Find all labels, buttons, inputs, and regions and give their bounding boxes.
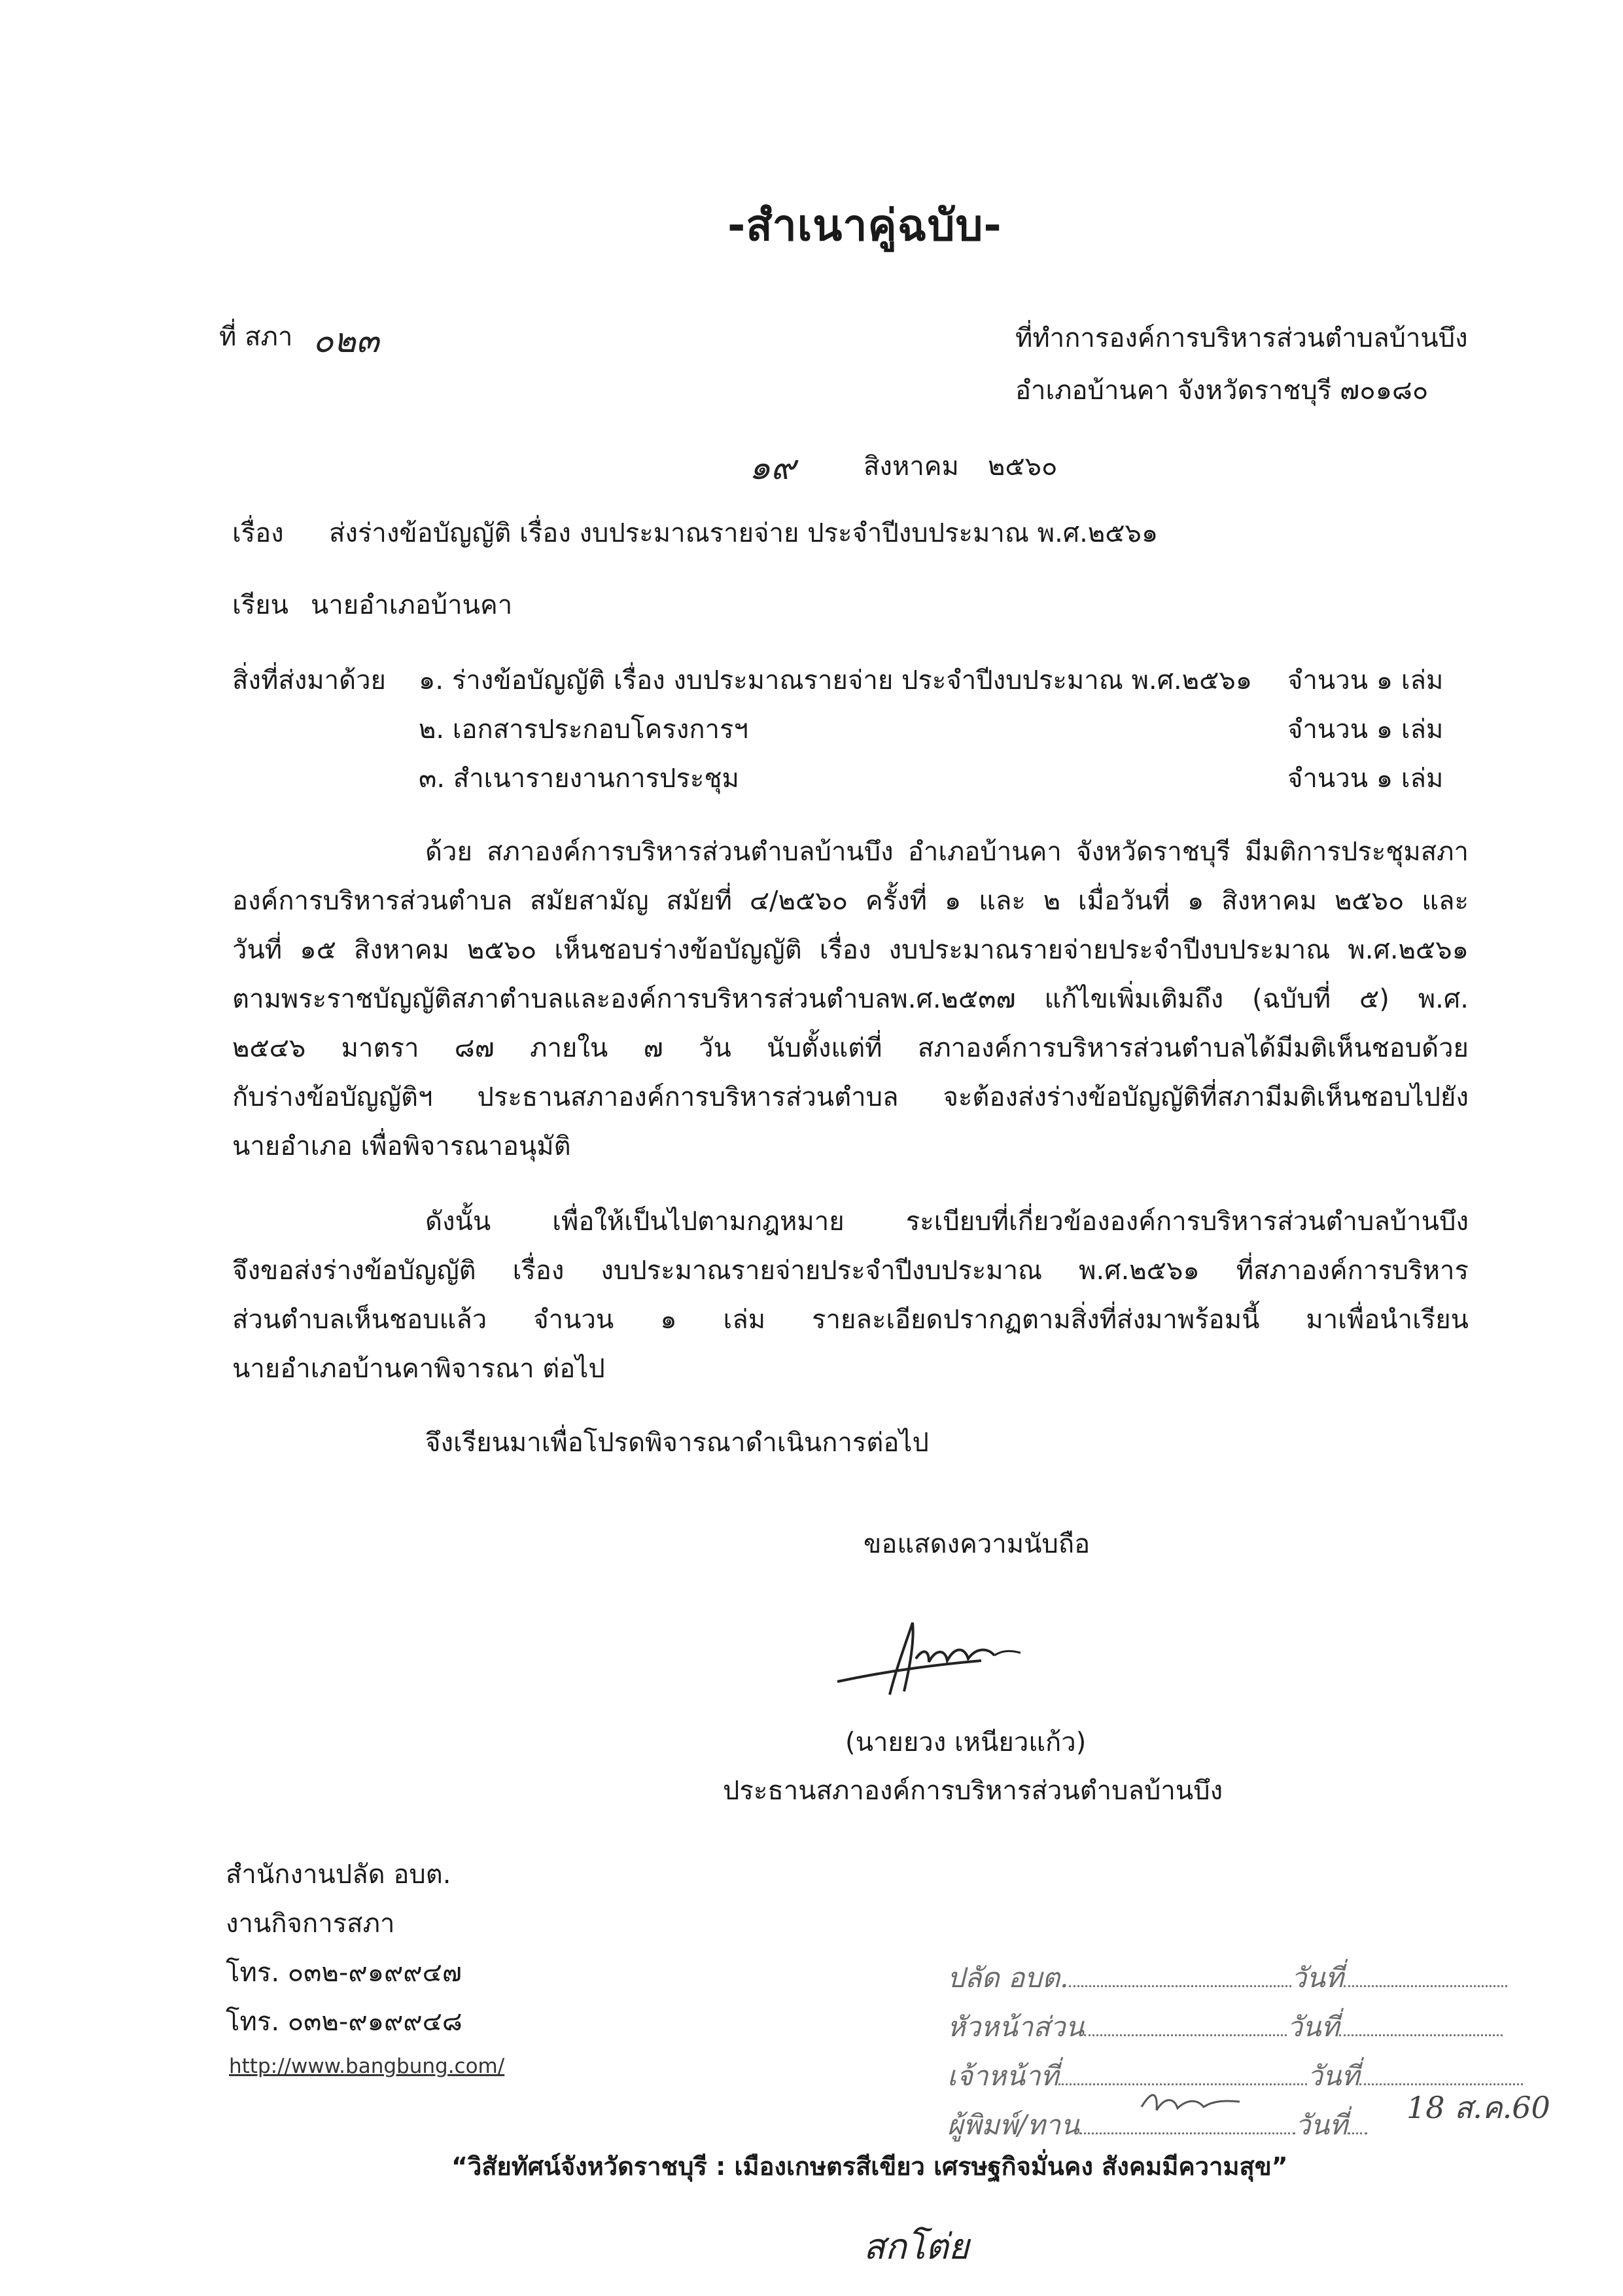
vision-statement: “วิสัยทัศน์จังหวัดราชบุรี : เมืองเกษตรสีเขียว เศรษฐกิจมั่นคง สังคมมีความสุข” [451, 2152, 1288, 2181]
routing-date-label: วันที่ [1287, 2011, 1340, 2043]
routing-role: ผู้พิมพ์/ทาน [947, 2109, 1079, 2141]
office-phone-2: โทร. ๐๓๒-๙๑๙๙๔๘ [226, 2007, 462, 2037]
enclosure-qty-1: จำนวน ๑ เล่ม [1287, 665, 1444, 696]
enclosure-qty-2: จำนวน ๑ เล่ม [1287, 715, 1444, 745]
office-phone-1: โทร. ๐๓๒-๙๑๙๙๔๗ [226, 1958, 462, 1988]
reference-number: ๐๒๓ [313, 321, 379, 361]
signatory-position: ประธานสภาองค์การบริหารส่วนตำบลบ้านบึง [723, 1776, 1223, 1806]
signature-image [831, 1610, 1040, 1708]
address-line-1: ที่ทำการองค์การบริหารส่วนตำบลบ้านบึง [1015, 323, 1468, 353]
recipient-text: นายอำเภอบ้านคา [311, 590, 513, 620]
routing-role: หัวหน้าส่วน [947, 2011, 1085, 2043]
date-day: ๑๙ [749, 448, 796, 487]
body-paragraph-2 [232, 1197, 1469, 1394]
recipient-label: เรียน [232, 590, 288, 620]
routing-stamp-row [947, 1956, 1507, 2000]
paragraph-line: ดังนั้น เพื่อให้เป็นไปตามกฎหมาย ระเบียบที่เกี่ยวข้ององค์การบริหารส่วนตำบลบ้านบึง [425, 1207, 1469, 1237]
footer-handwritten-note: สกโต่ย [864, 2226, 969, 2267]
paragraph-line: ส่วนตำบลเห็นชอบแล้ว จำนวน ๑ เล่ม รายละเอียดปรากฏตามสิ่งที่ส่งมาพร้อมนี้ มาเพื่อนำเรียน [232, 1305, 1469, 1335]
date-month: สิงหาคม [864, 451, 959, 482]
office-website-link[interactable]: http://www.bangbung.com/ [229, 2055, 505, 2078]
routing-date-label: วันที่ [1295, 2109, 1348, 2141]
regards: ขอแสดงความนับถือ [864, 1529, 1091, 1559]
paragraph-line: วันที่ ๑๕ สิงหาคม ๒๕๖๐ เห็นชอบร่างข้อบัญญัติ เรื่อง งบประมาณรายจ่ายประจำปีงบประมาณ พ.ศ.๒๕๖๑ [232, 935, 1469, 965]
office-department: สำนักงานปลัด อบต. [226, 1860, 451, 1890]
routing-stamp-row [947, 2005, 1503, 2049]
address-line-2: อำเภอบ้านคา จังหวัดราชบุรี ๗๐๑๘๐ [1015, 376, 1429, 406]
date-year: ๒๕๖๐ [988, 451, 1058, 482]
paragraph-line: จึงขอส่งร่างข้อบัญญัติ เรื่อง งบประมาณรายจ่ายประจำปีงบประมาณ พ.ศ.๒๕๖๑ ที่สภาองค์การบริหาร [232, 1256, 1469, 1286]
routing-handwritten-date: 18 ส.ค.60 [1406, 2090, 1550, 2125]
enclosure-item-1: ๑. ร่างข้อบัญญัติ เรื่อง งบประมาณรายจ่าย ประจำปีงบประมาณ พ.ศ.๒๕๖๑ [419, 665, 1253, 696]
paragraph-line: นายอำเภอบ้านคาพิจารณา ต่อไป [232, 1354, 605, 1384]
enclosure-item-2: ๒. เอกสารประกอบโครงการฯ [419, 715, 748, 745]
paragraph-line: องค์การบริหารส่วนตำบล สมัยสามัญ สมัยที่ ๔/๒๕๖๐ ครั้งที่ ๑ และ ๒ เมื่อวันที่ ๑ สิงหาคม ๒๕๖๐ และ [232, 886, 1469, 916]
routing-initials-icon [1138, 2087, 1243, 2120]
routing-date-label: วันที่ [1307, 2060, 1360, 2092]
reference-label: ที่ สภา [219, 322, 293, 352]
routing-role: ปลัด อบต. [947, 1962, 1069, 1994]
routing-date-label: วันที่ [1291, 1962, 1344, 1994]
office-section: งานกิจการสภา [226, 1909, 395, 1939]
subject-label: เรื่อง [232, 518, 284, 548]
enclosure-qty-3: จำนวน ๑ เล่ม [1287, 764, 1444, 794]
paragraph-line: ตามพระราชบัญญัติสภาตำบลและองค์การบริหารส่วนตำบลพ.ศ.๒๕๓๗ แก้ไขเพิ่มเติมถึง (ฉบับที่ ๕) พ.ศ. [232, 984, 1469, 1014]
closing-request: จึงเรียนมาเพื่อโปรดพิจารณาดำเนินการต่อไป [425, 1428, 929, 1458]
paragraph-line: ๒๕๔๖ มาตรา ๘๗ ภายใน ๗ วัน นับตั้งแต่ที่ สภาองค์การบริหารส่วนตำบลได้มีมติเห็นชอบด้วย [232, 1033, 1469, 1063]
enclosure-item-3: ๓. สำเนารายงานการประชุม [419, 764, 739, 794]
paragraph-line: ด้วย สภาองค์การบริหารส่วนตำบลบ้านบึง อำเภอบ้านคา จังหวัดราชบุรี มีมติการประชุมสภา [425, 837, 1469, 867]
signatory-name: (นายยวง เหนียวแก้ว) [845, 1727, 1087, 1757]
subject-text: ส่งร่างข้อบัญญัติ เรื่อง งบประมาณรายจ่าย ประจำปีงบประมาณ พ.ศ.๒๕๖๑ [329, 518, 1159, 548]
body-paragraph-1 [232, 828, 1469, 1171]
document-title: -สำเนาคู่ฉบับ- [727, 200, 1002, 251]
routing-role: เจ้าหน้าที่ [947, 2060, 1059, 2092]
paragraph-line: กับร่างข้อบัญญัติฯ ประธานสภาองค์การบริหารส่วนตำบล จะต้องส่งร่างข้อบัญญัติที่สภามีมติเห็นชอบไปยัง [232, 1082, 1469, 1112]
paragraph-line: นายอำเภอ เพื่อพิจารณาอนุมัติ [232, 1131, 571, 1161]
enclosures-label: สิ่งที่ส่งมาด้วย [232, 665, 386, 696]
